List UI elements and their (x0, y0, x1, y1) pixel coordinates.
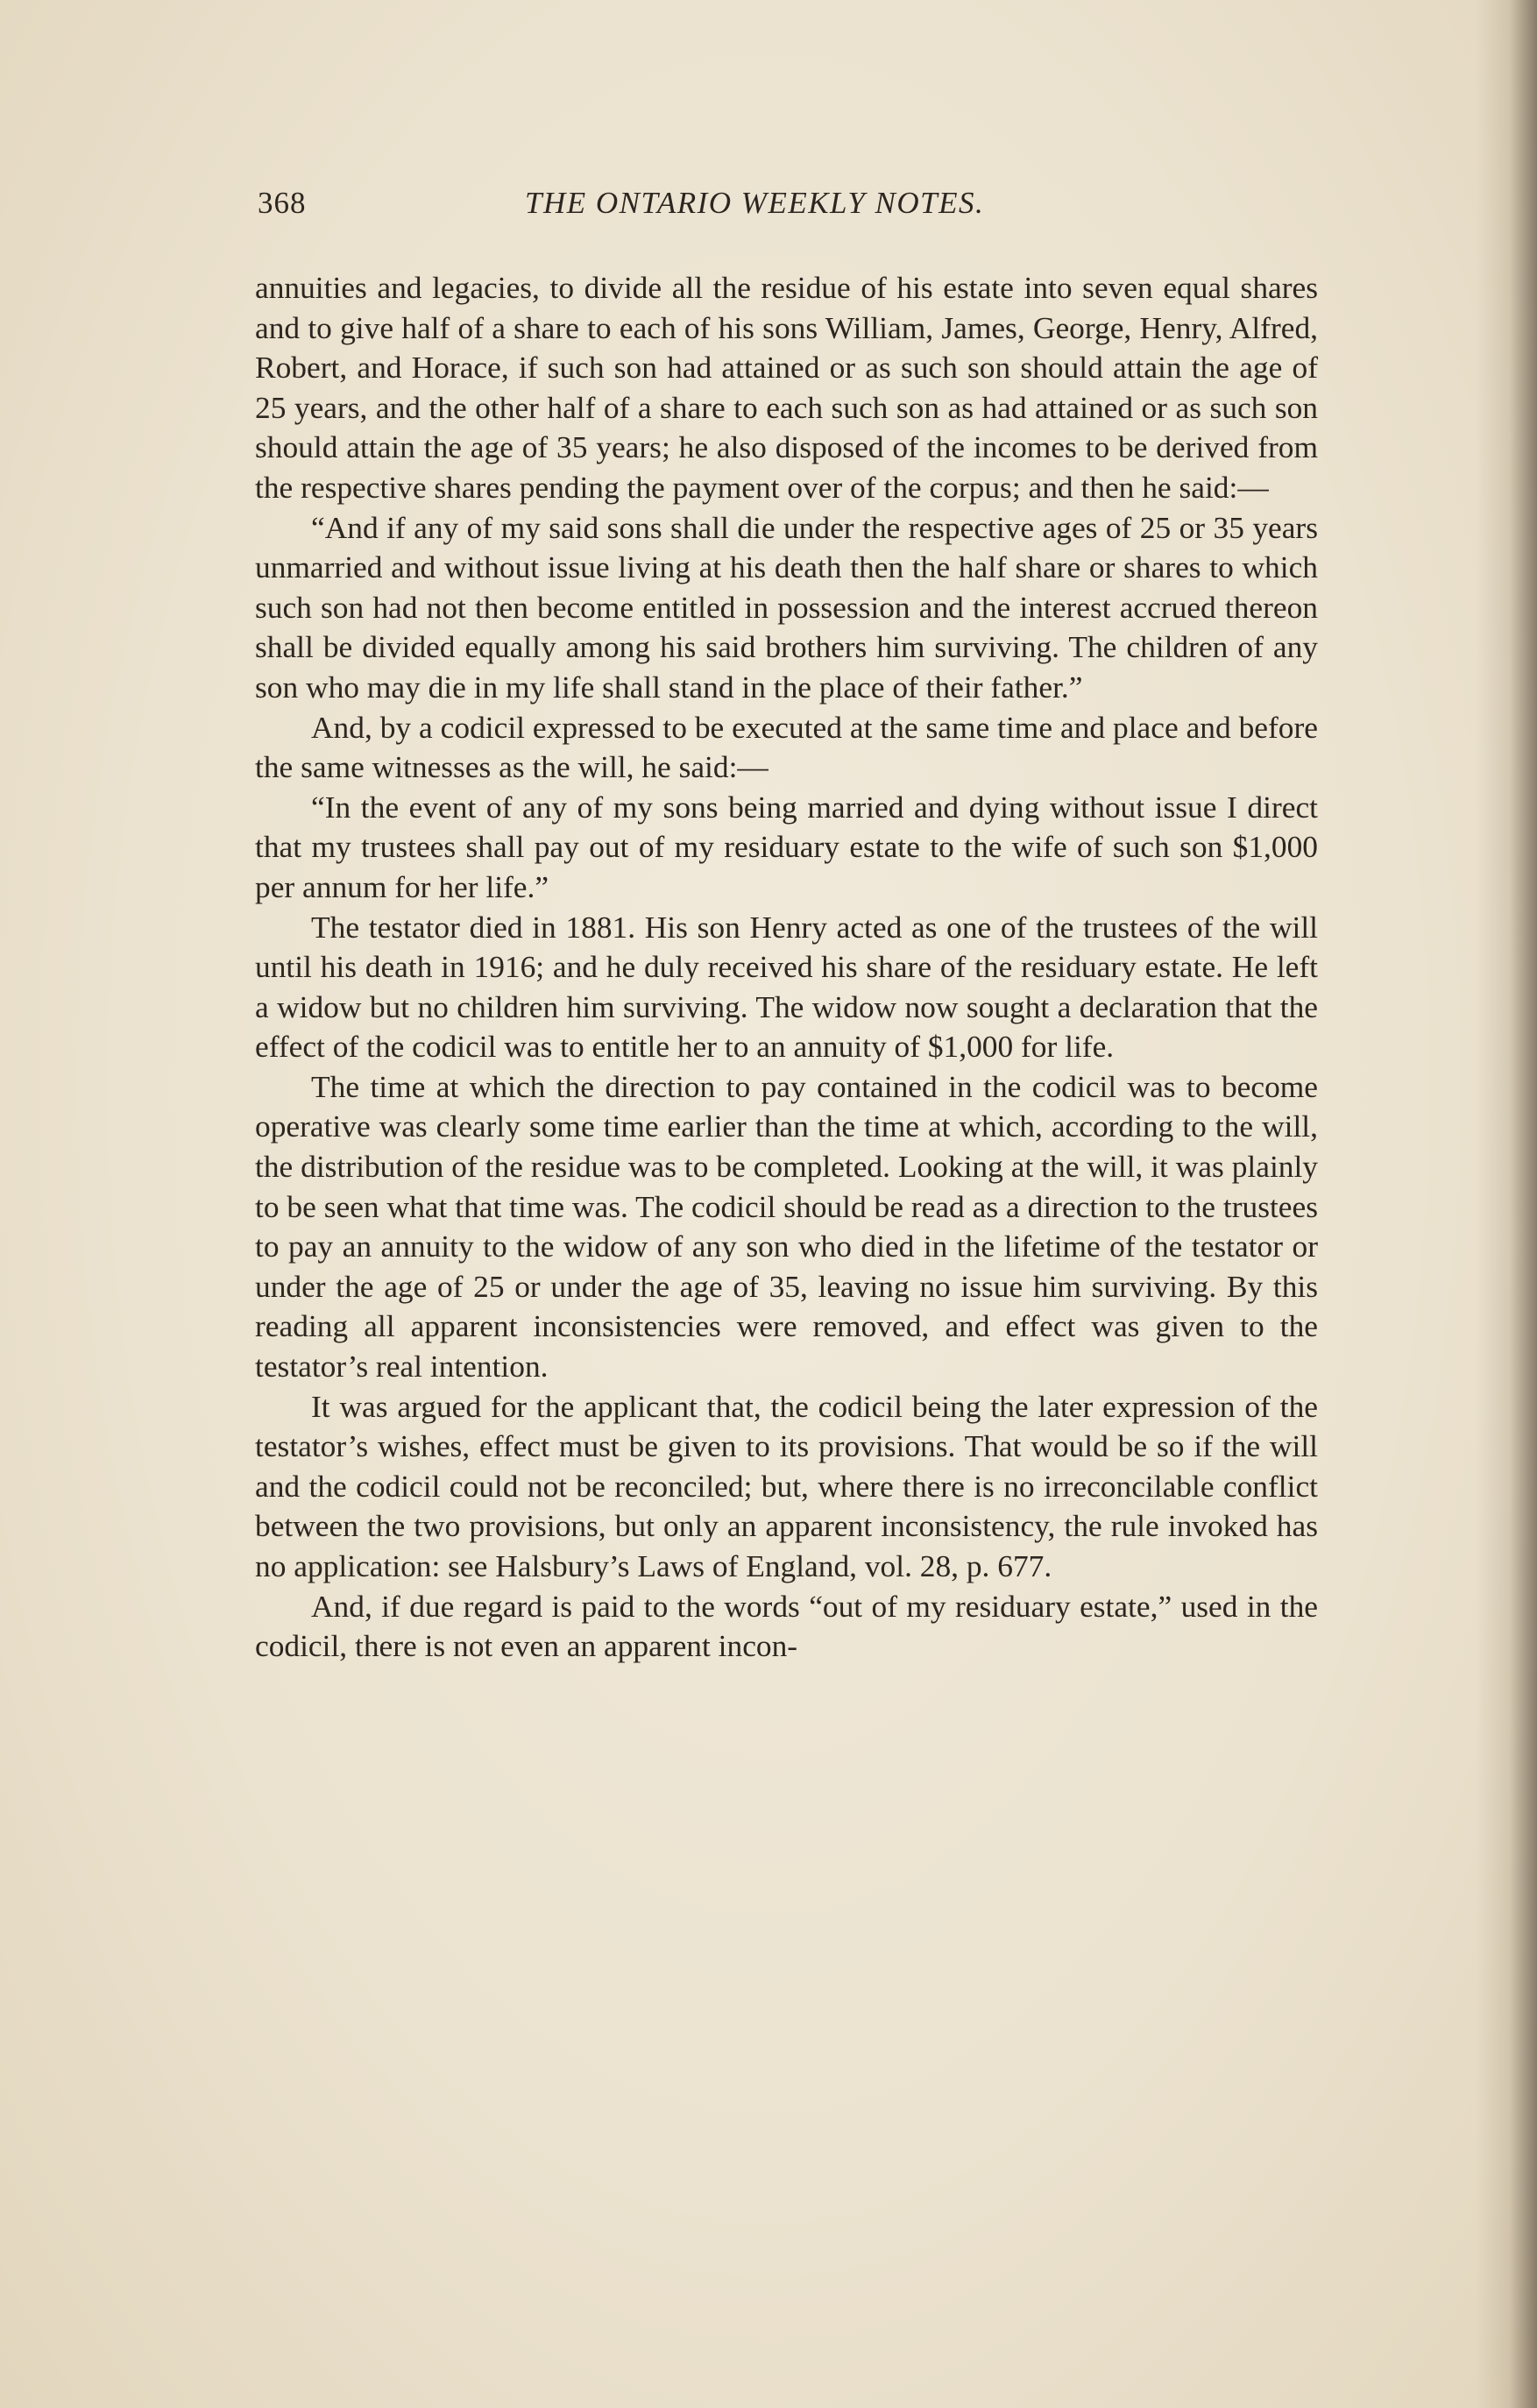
running-title: THE ONTARIO WEEKLY NOTES. (525, 186, 985, 220)
paragraph: “And if any of my said sons shall die under the respective ages of 25 or 35 years unmarried and without issue living at his death then the half share or shares to which such son had not then become entitled in possession and the interest accrued thereon shall be divided equally among his said brothers him surviving. The children of any son who may die in my life shall stand in the place of their father.” (255, 509, 1318, 705)
paragraph: The testator died in 1881. His son Henry acted as one of the trustees of the will until his death in 1916; and he duly received his share of the residuary estate. He left a widow but no children him surviving. The widow now sought a declaration that the effect of the codicil was to entitle her to an annuity of $1,000 for life. (255, 909, 1318, 1065)
body-text (255, 268, 1318, 1667)
paragraph: “In the event of any of my sons being married and dying without issue I direct that my trustees shall pay out of my residuary estate to the wife of such son $1,000 per annum for her life.” (255, 789, 1318, 904)
paragraph: The time at which the direction to pay contained in the codicil was to become operative was clearly some time earlier than the time at which, according to the will, the distribution of the residue was to be completed. Looking at the will, it was plainly to be seen what that time was. The codicil should be read as a direction to the trustees to pay an annuity to the widow of any son who died in the lifetime of the testator or under the age of 25 or under the age of 35, leaving no issue him surviving. By this reading all apparent inconsistencies were removed, and effect was given to the testator’s real intention. (255, 1068, 1318, 1385)
page-number: 368 (258, 186, 307, 220)
paragraph: It was argued for the applicant that, the codicil being the later expression of the testator’s wishes, effect must be given to its provisions. That would be so if the will and the codicil could not be reconciled; but, where there is no irreconcilable conflict between the two provisions, but only an apparent inconsistency, the rule invoked has no application: see Halsbury’s Laws of England, vol. 28, p. 677. (255, 1388, 1318, 1583)
paragraph: And, if due regard is paid to the words “out of my residuary estate,” used in the codicil, there is not even an apparent incon- (255, 1588, 1318, 1664)
paragraph: annuities and legacies, to divide all the residue of his estate into seven equal shares and to give half of a share to each of his sons William, James, George, Henry, Alfred, Robert, and Horace, if such son had attained or as such son should attain the age of 25 years, and the other half of a share to each such son as had attained or as such son should attain the age of 35 years; he also disposed of the incomes to be derived from the respective shares pending the payment over of the corpus; and then he said:— (255, 270, 1318, 505)
page-header (258, 186, 1318, 230)
page-edge-shadow (1476, 0, 1537, 2408)
paragraph: And, by a codicil expressed to be executed at the same time and place and before the same witnesses as the will, he said:— (255, 709, 1318, 785)
